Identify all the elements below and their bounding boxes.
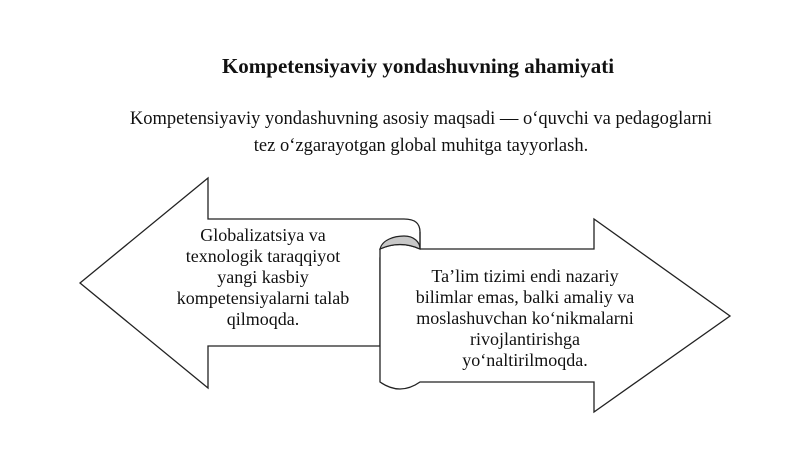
left-arrow-line: qilmoqda. [226, 309, 300, 329]
right-arrow-line: rivojlantirishga [470, 329, 580, 349]
right-arrow-line: yo‘naltirilmoqda. [462, 350, 588, 370]
left-arrow-line: yangi kasbiy [217, 267, 309, 287]
left-arrow-line: Globalizatsiya va [200, 225, 326, 245]
left-arrow-line: texnologik taraqqiyot [185, 246, 341, 266]
left-arrow-line: kompetensiyalarni talab [176, 288, 350, 308]
right-arrow-text [390, 266, 660, 371]
left-arrow-text [158, 225, 368, 330]
right-arrow-line: moslashuvchan ko‘nikmalarni [416, 308, 634, 328]
right-arrow-line: bilimlar emas, balki amaliy va [415, 287, 635, 307]
right-arrow-line: Ta’lim tizimi endi nazariy [431, 266, 619, 286]
diagram-subtitle: Kompetensiyaviy yondashuvning asosiy maqsadi — o‘quvchi va pedagoglarni tez o‘zgarayotgan global muhitga tayyorlash. [129, 109, 713, 156]
diagram-title: Kompetensiyaviy yondashuvning ahamiyati [221, 54, 615, 78]
